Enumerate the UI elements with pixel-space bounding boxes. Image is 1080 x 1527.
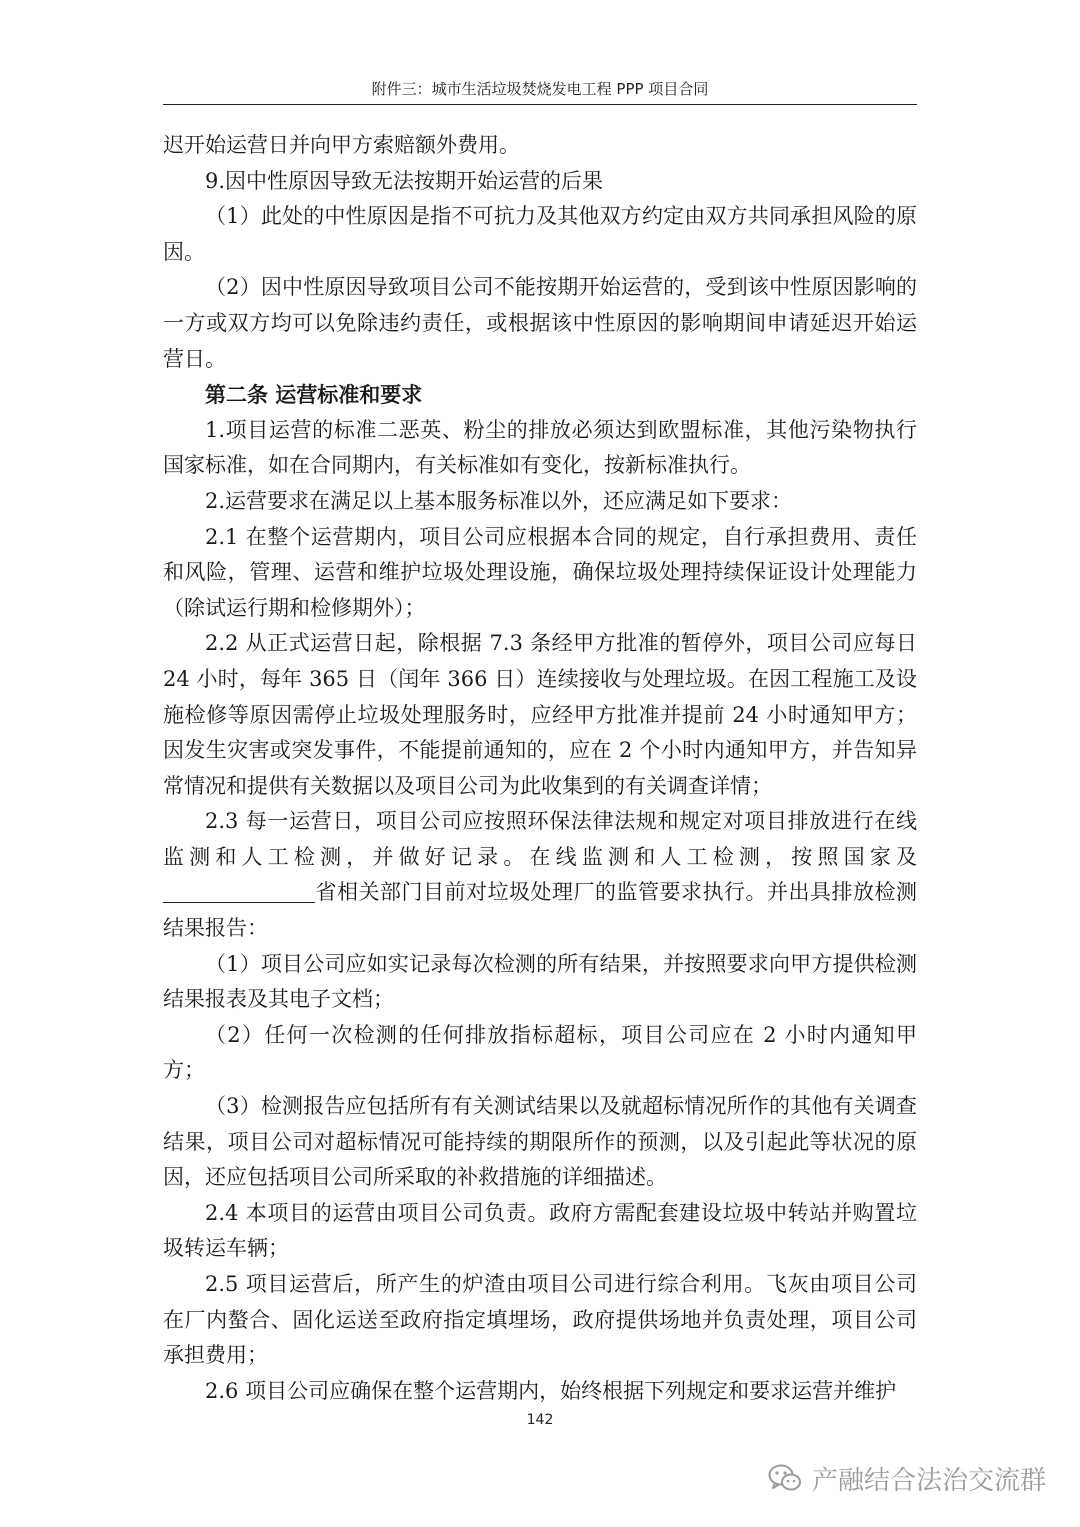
paragraph: （2）因中性原因导致项目公司不能按期开始运营的，受到该中性原因影响的一方或双方均可以免除违约责任，或根据该中性原因的影响期间申请延迟开始运营日。 [163,275,917,371]
paragraph: （1）项目公司应如实记录每次检测的所有结果，并按照要求向甲方提供检测结果报表及其电子文档； [163,951,917,1012]
paragraph: （1）此处的中性原因是指不可抗力及其他双方约定由双方共同承担风险的原因。 [163,204,917,264]
watermark [768,1458,1046,1498]
paragraph: 迟开始运营日并向甲方索赔额外费用。 [163,133,520,157]
page-header: 附件三：城市生活垃圾焚烧发电工程 PPP 项目合同 [371,80,709,98]
paragraph: 9.因中性原因导致无法按期开始运营的后果 [205,168,604,193]
watermark-text: 产融结合法治交流群 [811,1465,1046,1496]
paragraph-text: 2.3 每一运营日，项目公司应按照环保法律法规和规定对项目排放进行在线监测和人工检测，并做好记录。在线监测和人工检测，按照国家及 [163,809,917,869]
paragraph-text: 省相关部门目前对垃圾处理厂的监管要求执行。并出具排放检测结果报告： [163,880,917,941]
paragraph: 2.6 项目公司应确保在整个运营期内，始终根据下列规定和要求运营并维护 [205,1378,897,1403]
paragraph: 2.2 从正式运营日起，除根据 7.3 条经甲方批准的暂停外，项目公司应每日 24 小时，每年 365 日（闰年 366 日）连续接收与处理垃圾。在因工程施工及设施检修等原因需停止垃圾处理服务时，应经甲方批准并提前 24 小时通知甲方；因发生灾害或突发事件，不能提前通知的，应在 2 个小时内通知甲方，并告知异常情况和提供有关数据以及项目公司为此收集到的有关调查详情； [163,631,917,798]
header-divider [163,104,917,105]
paragraph: 2.1 在整个运营期内，项目公司应根据本合同的规定，自行承担费用、责任和风险，管理、运营和维护垃圾处理设施，确保垃圾处理持续保证设计处理能力（除试运行期和检修期外）； [163,524,917,620]
paragraph: 2.4 本项目的运营由项目公司负责。政府方需配套建设垃圾中转站并购置垃圾转运车辆； [163,1200,917,1261]
document-body [163,128,917,1409]
paragraph: 2.运营要求在满足以上基本服务标准以外，还应满足如下要求： [205,488,793,513]
fill-in-blank [163,880,315,903]
wechat-icon [768,1463,802,1493]
paragraph: （2）任何一次检测的任何排放指标超标，项目公司应在 2 小时内通知甲方； [163,1022,917,1083]
section-heading: 第二条 运营标准和要求 [205,382,423,408]
paragraph: （3）检测报告应包括所有有关测试结果以及就超标情况所作的其他有关调查结果，项目公司对超标情况可能持续的期限所作的预测，以及引起此等状况的原因，还应包括项目公司所采取的补救措施的详细描述。 [163,1094,917,1190]
paragraph-with-blank [163,804,917,946]
paragraph: 2.5 项目运营后，所产生的炉渣由项目公司进行综合利用。飞灰由项目公司在厂内螯合、固化运送至政府指定填埋场，政府提供场地并负责处理，项目公司承担费用； [163,1272,917,1368]
paragraph: 1.项目运营的标准二恶英、粉尘的排放必须达到欧盟标准，其他污染物执行国家标准，如在合同期内，有关标准如有变化，按新标准执行。 [163,417,917,478]
page-number: 142 [526,1412,554,1428]
